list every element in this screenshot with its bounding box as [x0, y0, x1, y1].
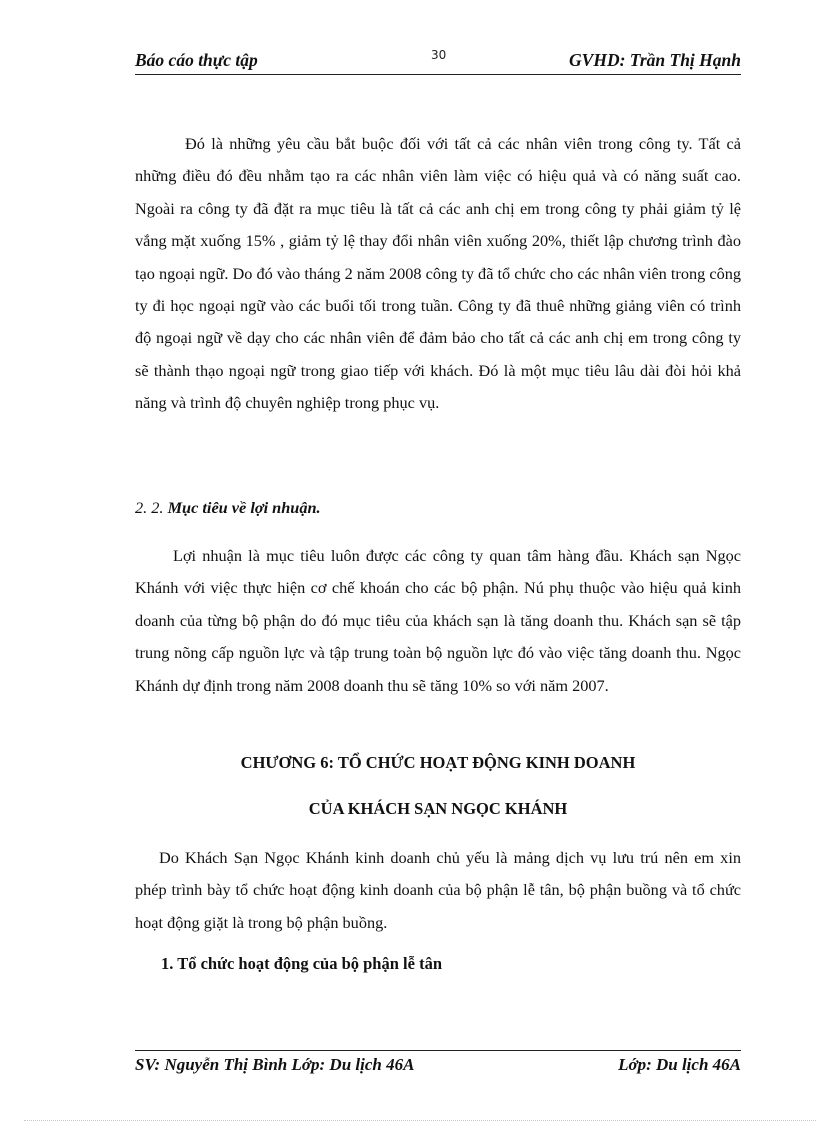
page-header	[135, 46, 741, 75]
page-number: 30	[431, 48, 447, 62]
paragraph-requirements: Đó là những yêu cầu bắt buộc đối với tất cả các nhân viên trong công ty. Tất cả những điều đó đều nhằm tạo ra các nhân viên làm việc có hiệu quả và có năng suất cao. Ngoài ra công ty đã đặt ra mục tiêu là tất cả các anh chị em trong công ty phải giảm tỷ lệ vắng mặt xuống 15% , giảm tỷ lệ thay đổi nhân viên xuống 20%, thiết lập chương trình đào tạo ngoại ngữ. Do đó vào tháng 2 năm 2008 công ty đã tổ chức cho các nhân viên trong công ty đi học ngoại ngữ vào các buổi tối trong tuần. Công ty đã thuê những giảng viên có trình độ ngoại ngữ về dạy cho các nhân viên để đảm bảo cho tất cả các anh chị em trong công ty sẽ thành thạo ngoại ngữ trong giao tiếp với khách. Đó là một mục tiêu lâu dài đòi hỏi khả năng và trình độ chuyên nghiệp trong phục vụ.	[135, 134, 741, 413]
footer-student: SV: Nguyễn Thị Bình Lớp: Du lịch 46A	[135, 1055, 415, 1074]
chapter-title-line-2: CỦA KHÁCH SẠN NGỌC KHÁNH	[308, 799, 568, 818]
paragraph-intro: Do Khách Sạn Ngọc Khánh kinh doanh chủ yếu là mảng dịch vụ lưu trú nên em xin phép trình bày tổ chức hoạt động kinh doanh của bộ phận lễ tân, bộ phận buồng và tổ chức hoạt động giặt là trong bộ phận buồng.	[135, 848, 741, 932]
page-edge-divider	[24, 1120, 816, 1121]
section-heading	[135, 498, 321, 518]
page-footer	[135, 1050, 741, 1079]
subheading-reception: 1. Tổ chức hoạt động của bộ phận lễ tân	[161, 954, 442, 973]
paragraph-profit: Lợi nhuận là mục tiêu luôn được các công ty quan tâm hàng đầu. Khách sạn Ngọc Khánh với việc thực hiện cơ chế khoán cho các bộ phận. Nú phụ thuộc vào hiệu quả kinh doanh của từng bộ phận do đó mục tiêu của khách sạn là tăng doanh thu. Khách sạn sẽ tập trung nõng cấp nguồn lực và tập trung toàn bộ nguồn lực đó vào việc tăng doanh thu. Ngọc Khánh dự định trong năm 2008 doanh thu sẽ tăng 10% so với năm 2007.	[135, 546, 741, 695]
footer-class: Lớp: Du lịch 46A	[618, 1055, 741, 1074]
section-title: Mục tiêu về lợi nhuận.	[167, 498, 321, 517]
header-supervisor: GVHD: Trần Thị Hạnh	[569, 50, 741, 70]
header-report-title: Báo cáo thực tập	[135, 50, 258, 70]
section-number: 2. 2.	[135, 498, 164, 517]
chapter-title-line-1: CHƯƠNG 6: TỔ CHỨC HOẠT ĐỘNG KINH DOANH	[240, 753, 636, 772]
